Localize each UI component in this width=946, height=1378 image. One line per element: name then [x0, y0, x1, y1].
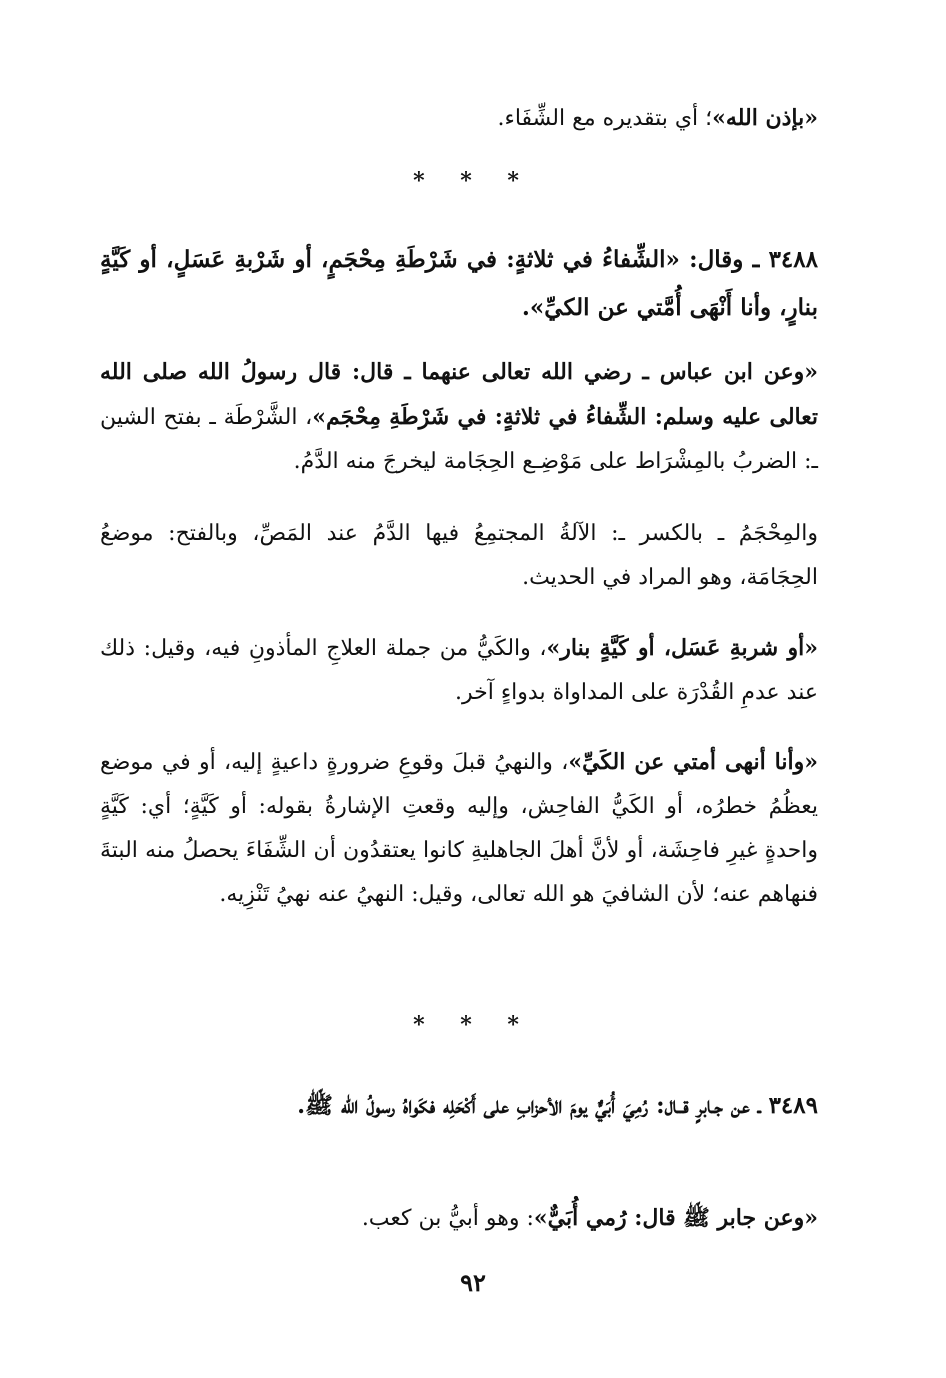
hadith-3489-text: ٣٤٨٩ ـ عن جـابرٍ قــال: رُمِيَ أُبَيٌّ يومَ الأحزابِ على أَكْحَلِه فكَواهُ رسولُ الله ﷺ.	[297, 1092, 818, 1119]
paragraph-jabir	[200, 1196, 818, 1241]
hadith-3489	[100, 1082, 818, 1130]
quote-bold: «وأنا أنهى أمتي عن الكَيِّ»	[568, 749, 818, 775]
section-separator-2: * * *	[413, 1012, 533, 1038]
hadith-3488-text: ٣٤٨٨ ـ وقال: «الشِّفاءُ في ثلاثةٍ: في شَرْطَةِ مِحْجَمٍ، أو شَرْبةِ عَسَلٍ، أو كَيَّةٍ بنارٍ، وأنا أَنْهَى أُمَّتي عن الكيِّ».	[100, 246, 818, 321]
quote-bold: «وعن جابر ﷺ قال: رُمي أُبَيٌّ»	[533, 1205, 818, 1231]
paragraph-honey	[100, 626, 818, 715]
commentary-text: والمِحْجَمُ ـ بالكسر ـ: الآلةُ المجتمِعُ فيها الدَّمُ عند المَصِّ، وبالفتح: موضعُ الحِجَامَة، وهو المراد في الحديث.	[100, 521, 818, 590]
paragraph-mihjam	[100, 512, 818, 600]
commentary-text: : وهو أبيُّ بن كعب.	[361, 1206, 534, 1231]
commentary-text: ، والنهيُ قبلَ وقوعِ ضرورةٍ داعيةٍ إليه، أو في موضع يعظُمُ خطرُه، أو الكَيُّ الفاحِش، وإليه وقعتِ الإشارةُ بقوله: أو كَيَّةٍ؛ أي: كَيَّةٍ واحدةٍ غيرِ فاحِشَة، أو لأنَّ أهلَ الجاهليةِ كانوا يعتقدُون أن الشِّفَاءَ يحصلُ منه البتةَ فنهاهم عنه؛ لأن الشافيَ هو الله تعالى، وقيل: النهيُ عنه نهيُ تَنْزِيه.	[100, 750, 818, 907]
quote-bold: «وعن ابن عباس ـ رضي الله تعالى عنهما ـ قال: قال رسولُ الله صلى الله تعالى عليه وسلم: الشِّفاءُ في ثلاثةٍ: في شَرْطَةِ مِحْجَم»	[100, 359, 818, 430]
paragraph-bi-idhn-allah	[100, 96, 818, 141]
paragraph-kayy	[100, 740, 818, 917]
quote-bold: «بإذن الله»	[712, 105, 818, 131]
commentary-text: ؛ أي بتقديره مع الشِّفَاء.	[497, 106, 713, 131]
hadith-3488	[100, 236, 818, 332]
commentary-text: ، الشَّرْطَة ـ بفتح الشين ـ: الضربُ بالمِشْرَاط على مَوْضِـع الحِجَامة ليخرجَ منه الدَّمُ.	[100, 405, 818, 474]
commentary-text: ، والكَيُّ من جملة العلاجِ المأذونِ فيه، وقيل: ذلك عند عدمِ القُدْرَة على المداواة بدواءٍ آخر.	[100, 636, 818, 705]
section-separator-1: * * *	[413, 168, 533, 194]
quote-bold: «أو شربةِ عَسَل، أو كَيَّةٍ بنار»	[546, 635, 818, 661]
paragraph-ibn-abbas	[100, 350, 818, 484]
page-number: ٩٢	[460, 1268, 486, 1297]
